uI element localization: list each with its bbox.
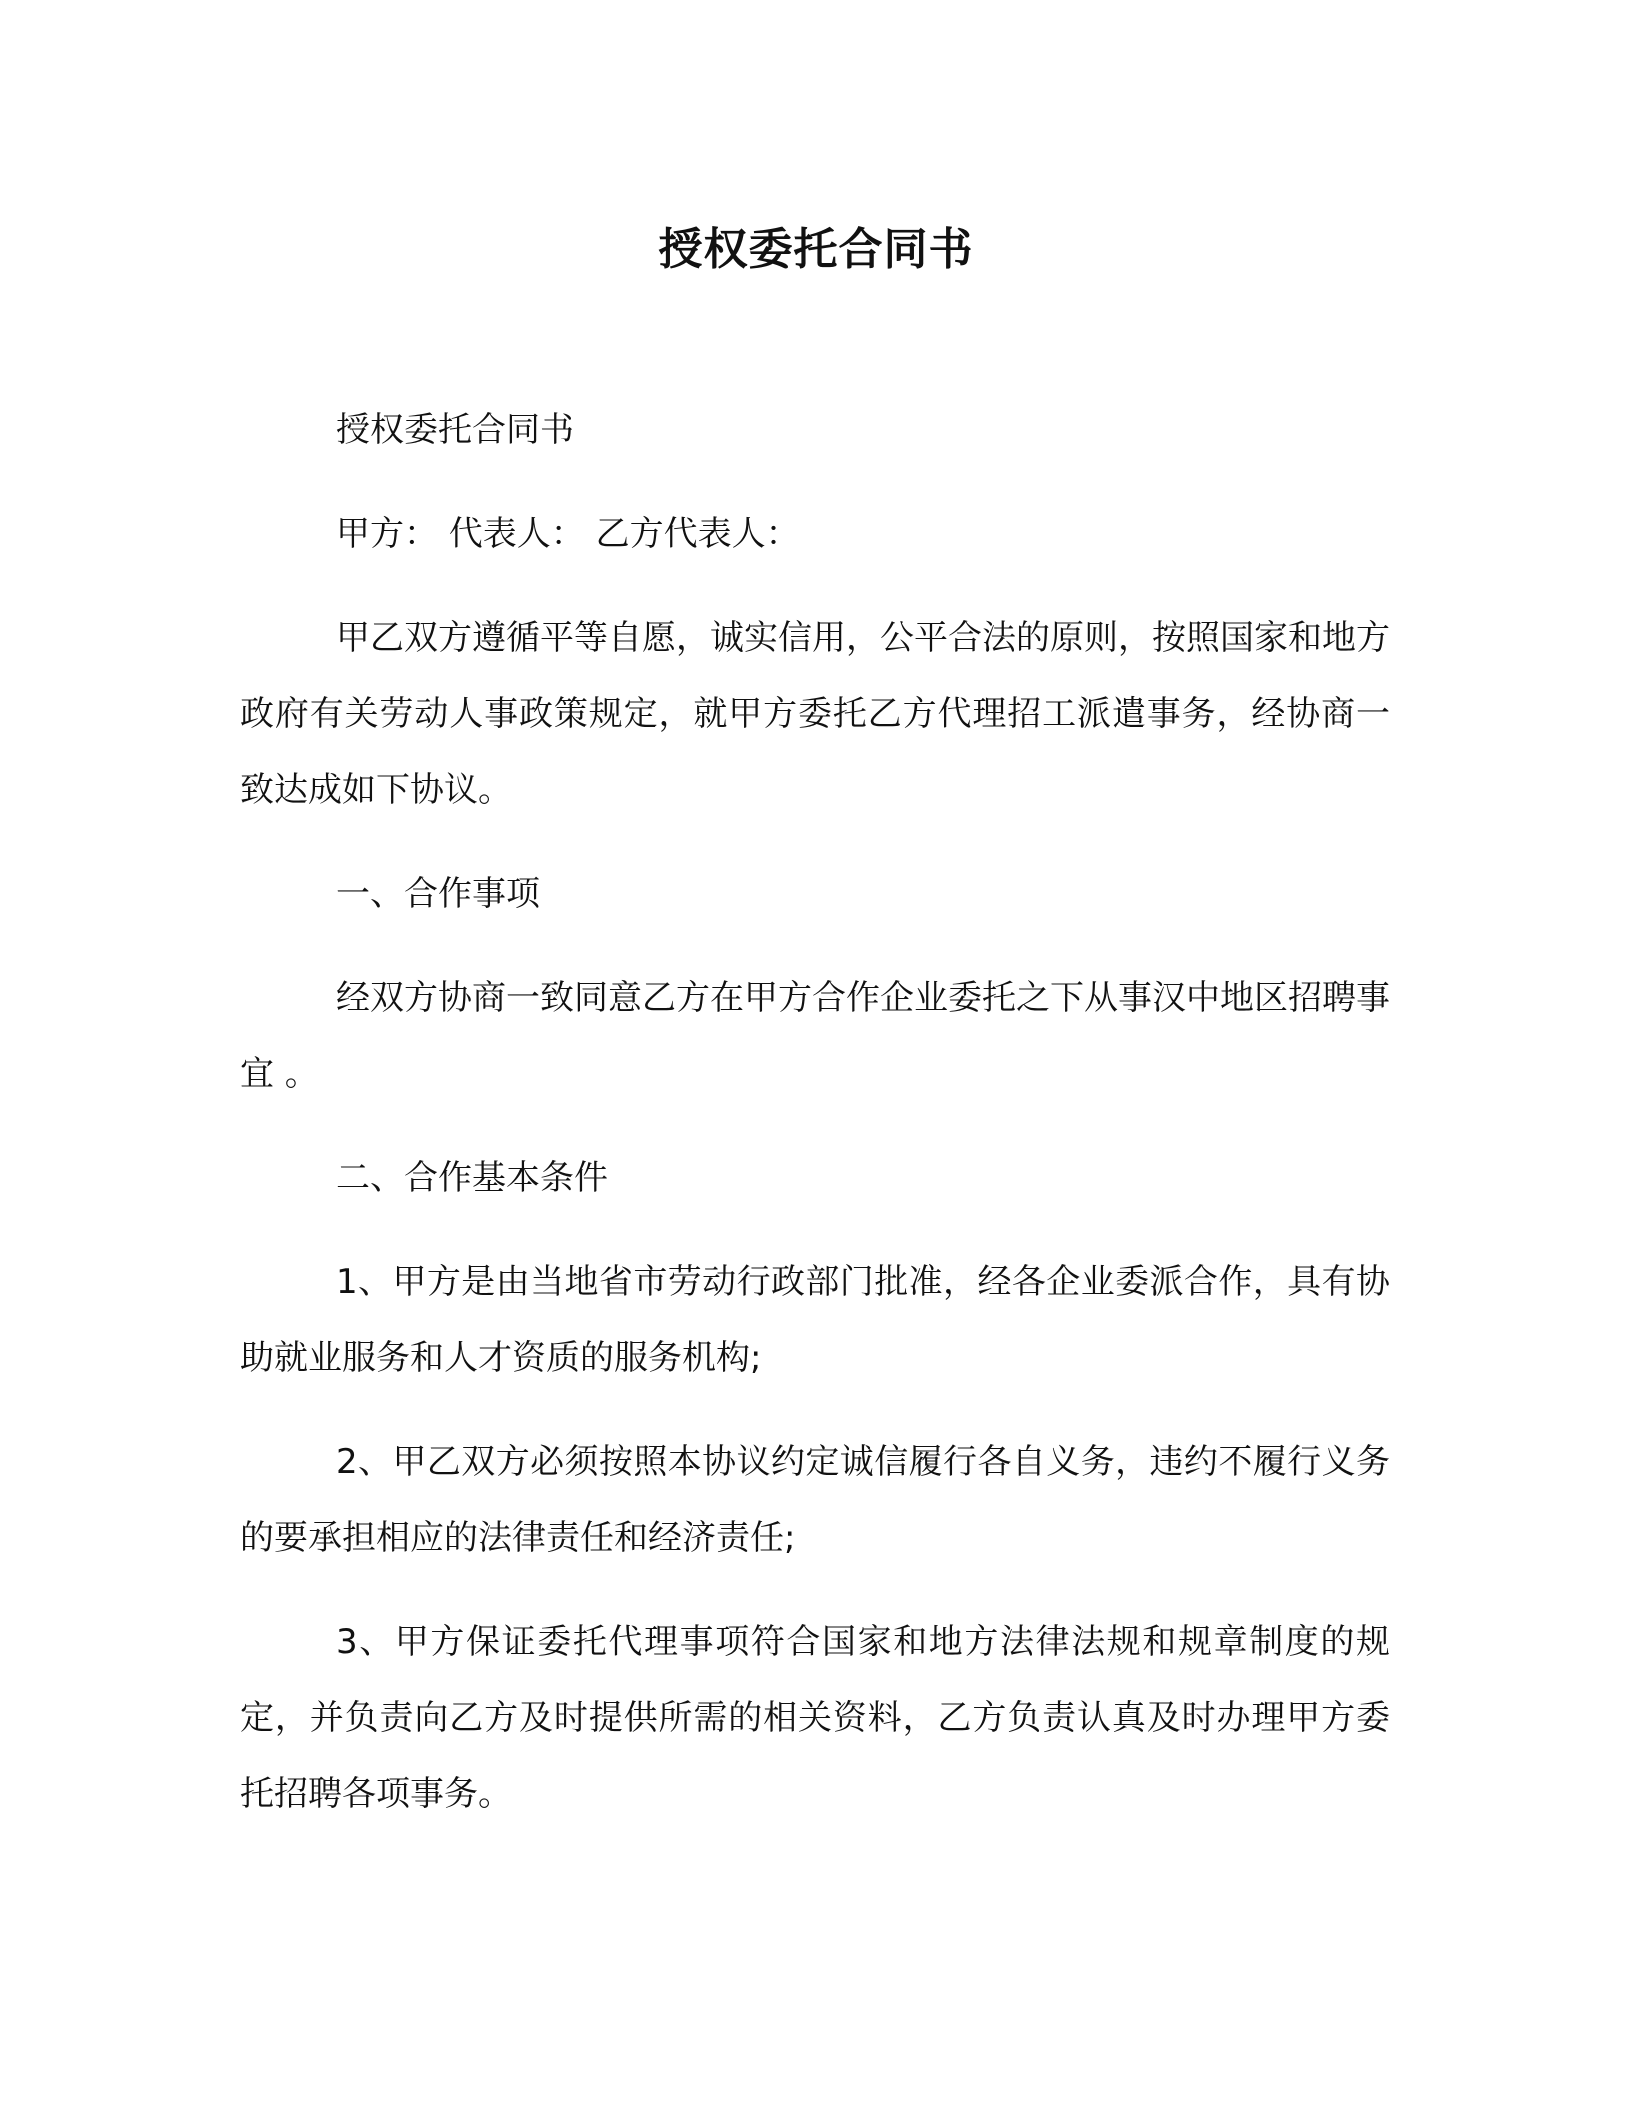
condition-item-2: 2、甲乙双方必须按照本协议约定诚信履行各自义务，违约不履行义务的要承担相应的法律责任和经济责任; [240,1442,1390,1558]
section-heading-cooperation-matters: 一、合作事项 [336,874,540,914]
preamble-paragraph: 甲乙双方遵循平等自愿，诚实信用，公平合法的原则，按照国家和地方政府有关劳动人事政策规定，就甲方委托乙方代理招工派遣事务，经协商一致达成如下协议。 [240,618,1390,810]
document-title: 授权委托合同书 [658,224,974,275]
parties-paragraph: 甲方： 代表人： 乙方代表人： [336,514,800,554]
cooperation-matters-paragraph: 经双方协商一致同意乙方在甲方合作企业委托之下从事汉中地区招聘事宜 。 [240,978,1390,1094]
section-heading-basic-conditions: 二、合作基本条件 [336,1158,608,1198]
document-body [240,392,1390,1860]
subtitle-paragraph: 授权委托合同书 [336,410,574,450]
condition-item-3: 3、甲方保证委托代理事项符合国家和地方法律法规和规章制度的规定，并负责向乙方及时提供所需的相关资料，乙方负责认真及时办理甲方委托招聘各项事务。 [240,1622,1390,1814]
condition-item-1: 1、甲方是由当地省市劳动行政部门批准，经各企业委派合作，具有协助就业服务和人才资质的服务机构; [240,1262,1390,1378]
